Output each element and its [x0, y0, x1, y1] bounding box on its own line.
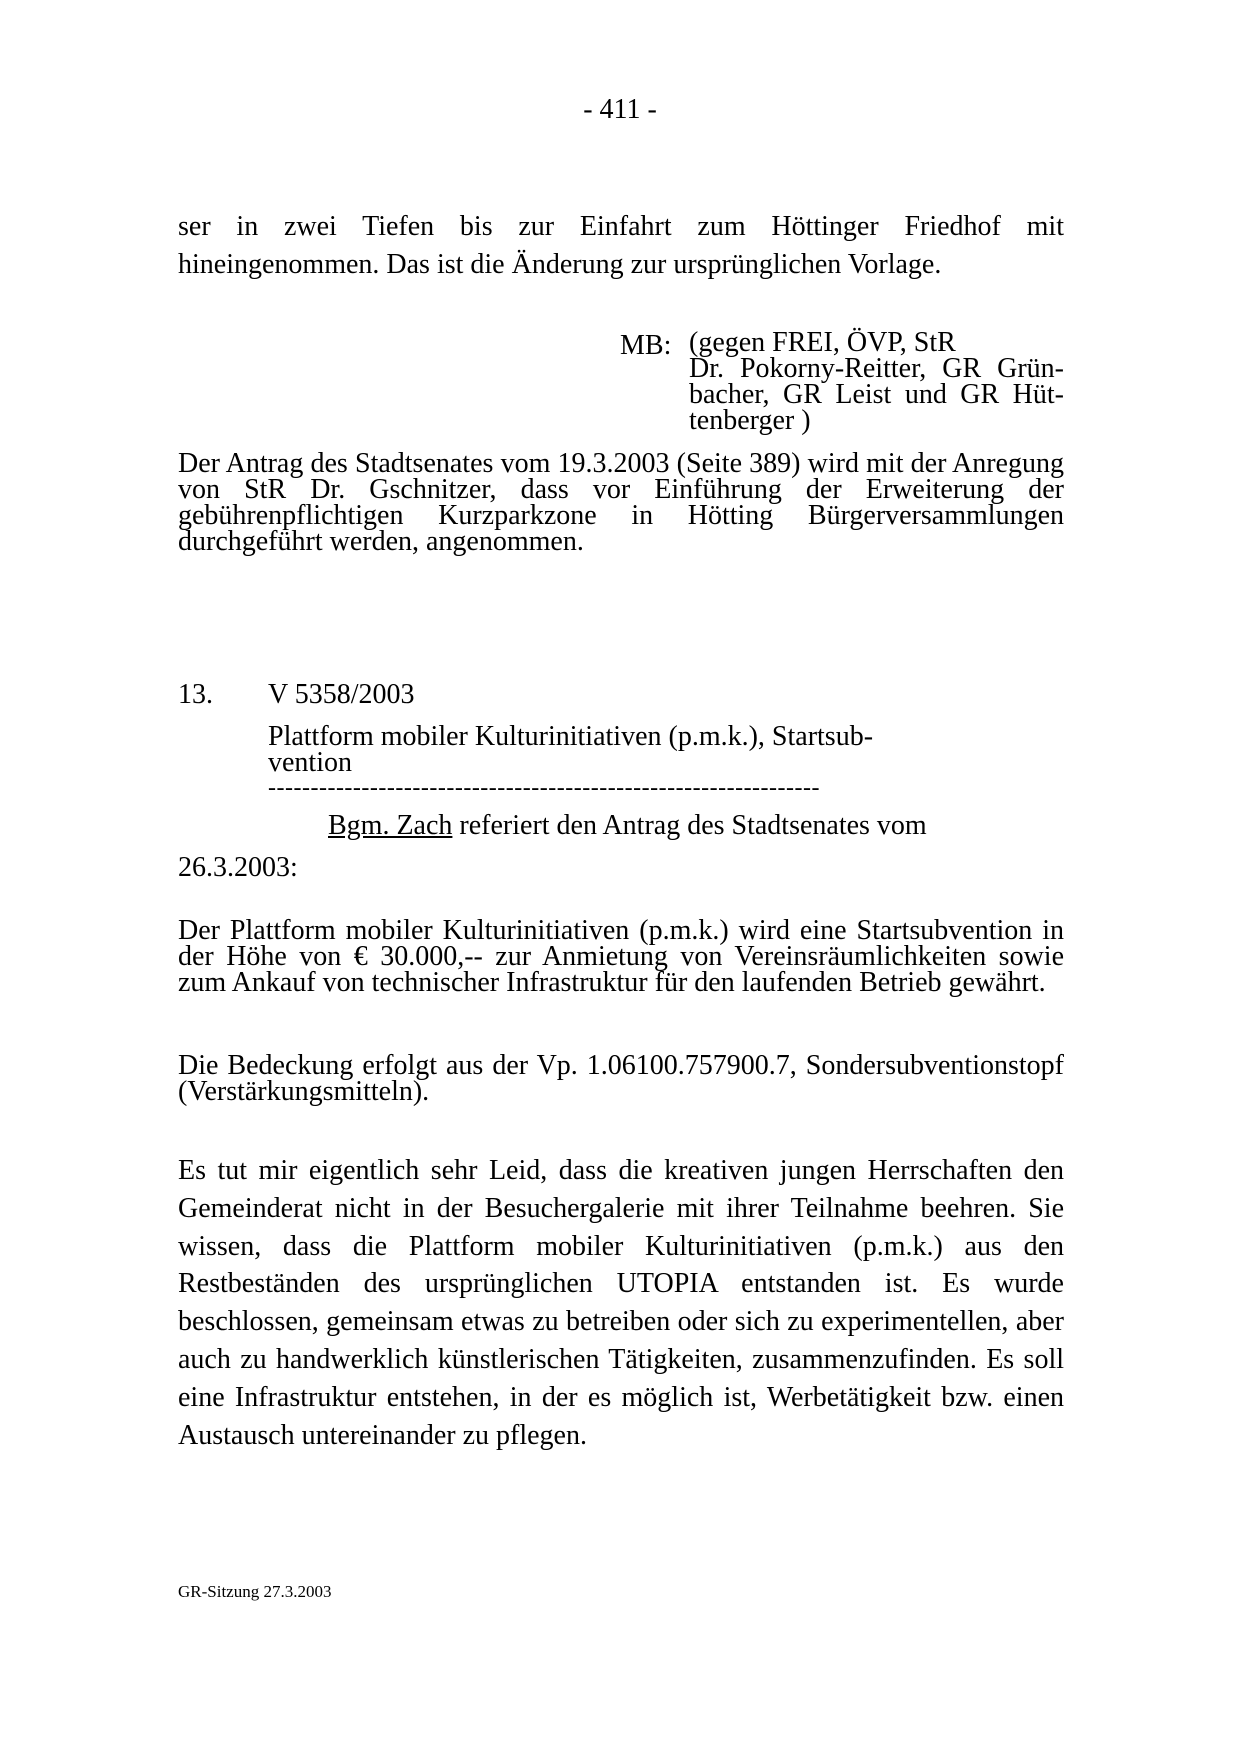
- item-title: [268, 721, 908, 778]
- item-title-line: vention: [268, 747, 352, 778]
- page-number: - 411 -: [583, 94, 657, 125]
- vote-label: MB:: [620, 330, 672, 361]
- item-separator: -----------------------------------------------------------------: [268, 775, 820, 801]
- speaker-line: [328, 810, 927, 842]
- speaker-name: Bgm. Zach: [328, 810, 453, 841]
- vote-line: tenberger ): [689, 405, 811, 436]
- intro-paragraph: ser in zwei Tiefen bis zur Einfahrt zum Höttinger Friedhof mit hineingenommen. Das ist die Änderung zur ursprünglichen Vorlage.: [178, 211, 1064, 280]
- motion-paragraph: Der Plattform mobiler Kulturinitiativen (p.m.k.) wird eine Startsubvention in der Höhe von € 30.000,-- zur Anmietung von Vereinsräumlichkeiten sowie zum Ankauf von technischer Infrastruktur für den laufenden Betrieb gewährt.: [178, 915, 1064, 998]
- item-title-line: Plattform mobiler Kulturinitiativen (p.m.k.), Startsub-: [268, 721, 874, 752]
- resolution-paragraph: Der Antrag des Stadtsenates vom 19.3.2003 (Seite 389) wird mit der Anregung von StR Dr. Gschnitzer, dass vor Einführung der Erweiterung der gebührenpflichtigen Kurzparkzone in Hötting Bürgerversammlungen durchgeführt werden, angenommen.: [178, 448, 1064, 557]
- vote-line: (gegen FREI, ÖVP, StR: [689, 327, 956, 358]
- vote-details: [689, 327, 1064, 436]
- item-reference: V 5358/2003: [268, 679, 415, 710]
- speech-paragraph: Es tut mir eigentlich sehr Leid, dass die kreativen jungen Herrschaften den Gemeinderat nicht in der Besuchergalerie mit ihrer Teilnahme beehren. Sie wissen, dass die Plattform mobiler Kulturinitiativen (p.m.k.) aus den Restbeständen des ursprünglichen UTOPIA entstanden ist. Es wurde beschlossen, gemeinsam etwas zu betreiben oder sich zu experimentellen, aber auch zu handwerklich künstlerischen Tätigkeiten, zusammenzufinden. Es soll eine Infrastruktur entstehen, in der es möglich ist, Werbetätigkeit bzw. einen Austausch untereinander zu pflegen.: [178, 1155, 1064, 1451]
- vote-line: Dr. Pokorny-Reitter, GR Grün-: [689, 353, 1064, 384]
- speaker-text: referiert den Antrag des Stadtsenates vom: [452, 810, 927, 841]
- motion-date: 26.3.2003:: [178, 852, 298, 883]
- item-number: 13.: [178, 679, 213, 710]
- motion-coverage-paragraph: Die Bedeckung erfolgt aus der Vp. 1.06100.757900.7, Sondersubventionstopf (Verstärkungsmitteln).: [178, 1050, 1064, 1107]
- vote-line: bacher, GR Leist und GR Hüt-: [689, 379, 1064, 410]
- footer-session-date: GR-Sitzung 27.3.2003: [178, 1582, 332, 1601]
